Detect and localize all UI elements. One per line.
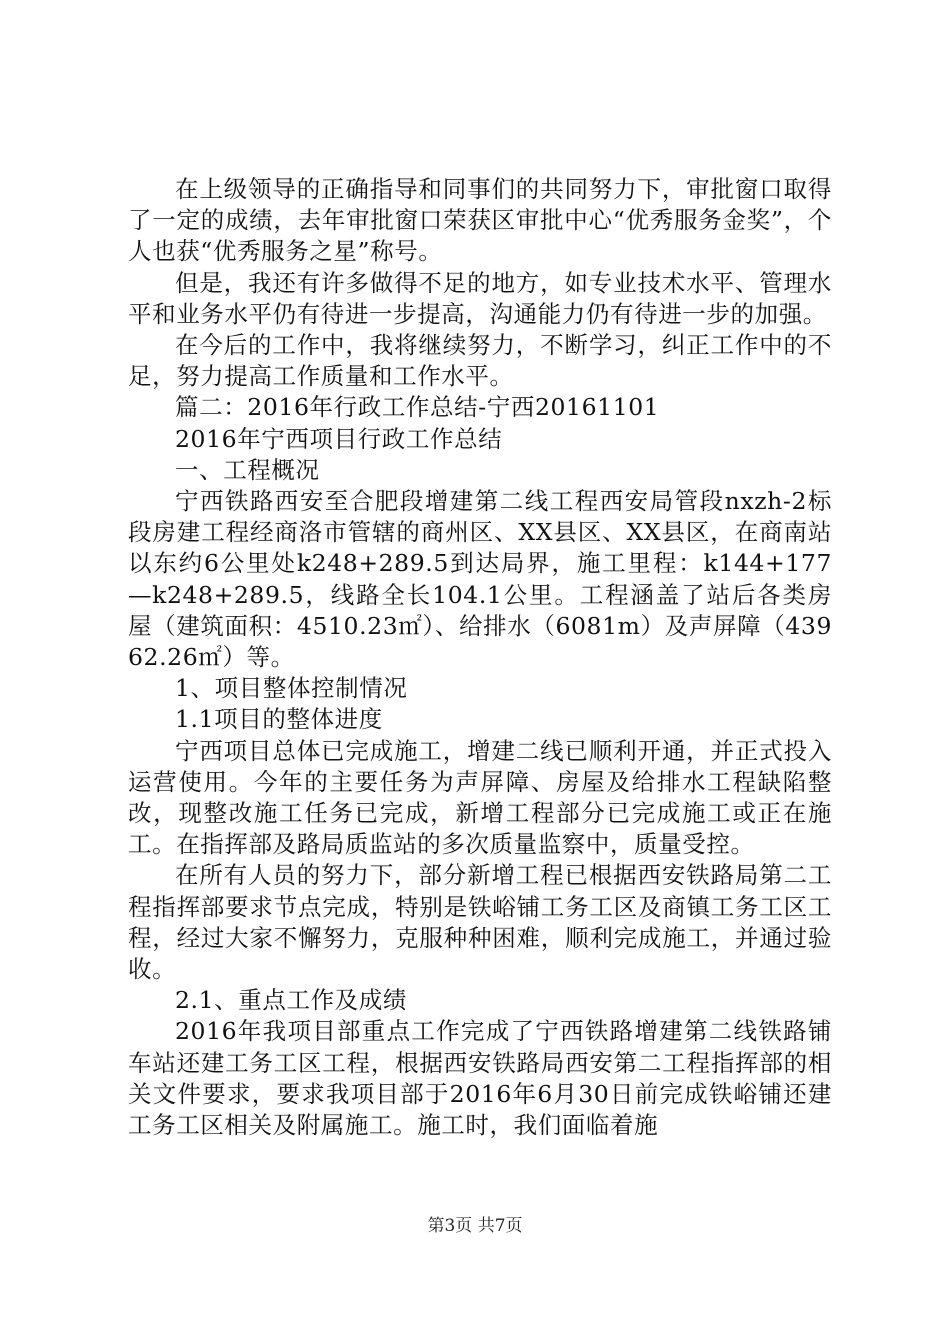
section-heading: 1、项目整体控制情况 [175, 674, 408, 703]
paragraph: 宁西项目总体已完成施工，增建二线已顺利开通，并正式投入运营使用。今年的主要任务为声屏障、房屋及给排水工程缺陷整改，现整改施工任务已完成，新增工程部分已完成施工或正在施工。在指挥部及路局质监站的多次质量监察中，质量受控。 [128, 736, 832, 859]
paragraph: 在所有人员的努力下，部分新增工程已根据西安铁路局第二工程指挥部要求节点完成，特别是铁峪铺工务工区及商镇工务工区工程，经过大家不懈努力，克服种种困难，顺利完成施工，并通过验收。 [128, 861, 832, 984]
paragraph: 在上级领导的正确指导和同事们的共同努力下，审批窗口取得了一定的成绩，去年审批窗口荣获区审批中心“优秀服务金奖”，个人也获“优秀服务之星”称号。 [128, 175, 832, 266]
section-heading: 2.1、重点工作及成绩 [175, 986, 407, 1015]
paragraph: 宁西铁路西安至合肥段增建第二线工程西安局管段nxzh-2标段房建工程经商洛市管辖的商州区、XX县区、XX县区，在商南站以东约6公里处k248+289.5到达局界，施工里程：k144+177—k248+289.5，线路全长104.1公里。工程涵盖了站后各类房屋（建筑面积：4510.23㎡）、给排水（6081m）及声屏障（43962.26㎡）等。 [128, 487, 832, 672]
section-heading: 1.1项目的整体进度 [175, 705, 383, 734]
page-number-footer: 第3页 共7页 [427, 1216, 523, 1236]
document-title: 2016年宁西项目行政工作总结 [175, 424, 503, 453]
paragraph: 但是，我还有许多做得不足的地方，如专业技术水平、管理水平和业务水平仍有待进一步提高，沟通能力仍有待进一步的加强。 [128, 268, 832, 328]
document-body [128, 174, 832, 1141]
section-heading: 一、工程概况 [175, 455, 320, 484]
paragraph: 2016年我项目部重点工作完成了宁西铁路增建第二线铁路铺车站还建工务工区工程，根据西安铁路局西安第二工程指挥部的相关文件要求，要求我项目部于2016年6月30日前完成铁峪铺还建工务工区相关及附属施工。施工时，我们面临着施 [128, 1017, 832, 1140]
section-heading: 篇二：2016年行政工作总结-宁西20161101 [175, 393, 660, 422]
paragraph: 在今后的工作中，我将继续努力，不断学习，纠正工作中的不足，努力提高工作质量和工作水平。 [128, 331, 832, 391]
